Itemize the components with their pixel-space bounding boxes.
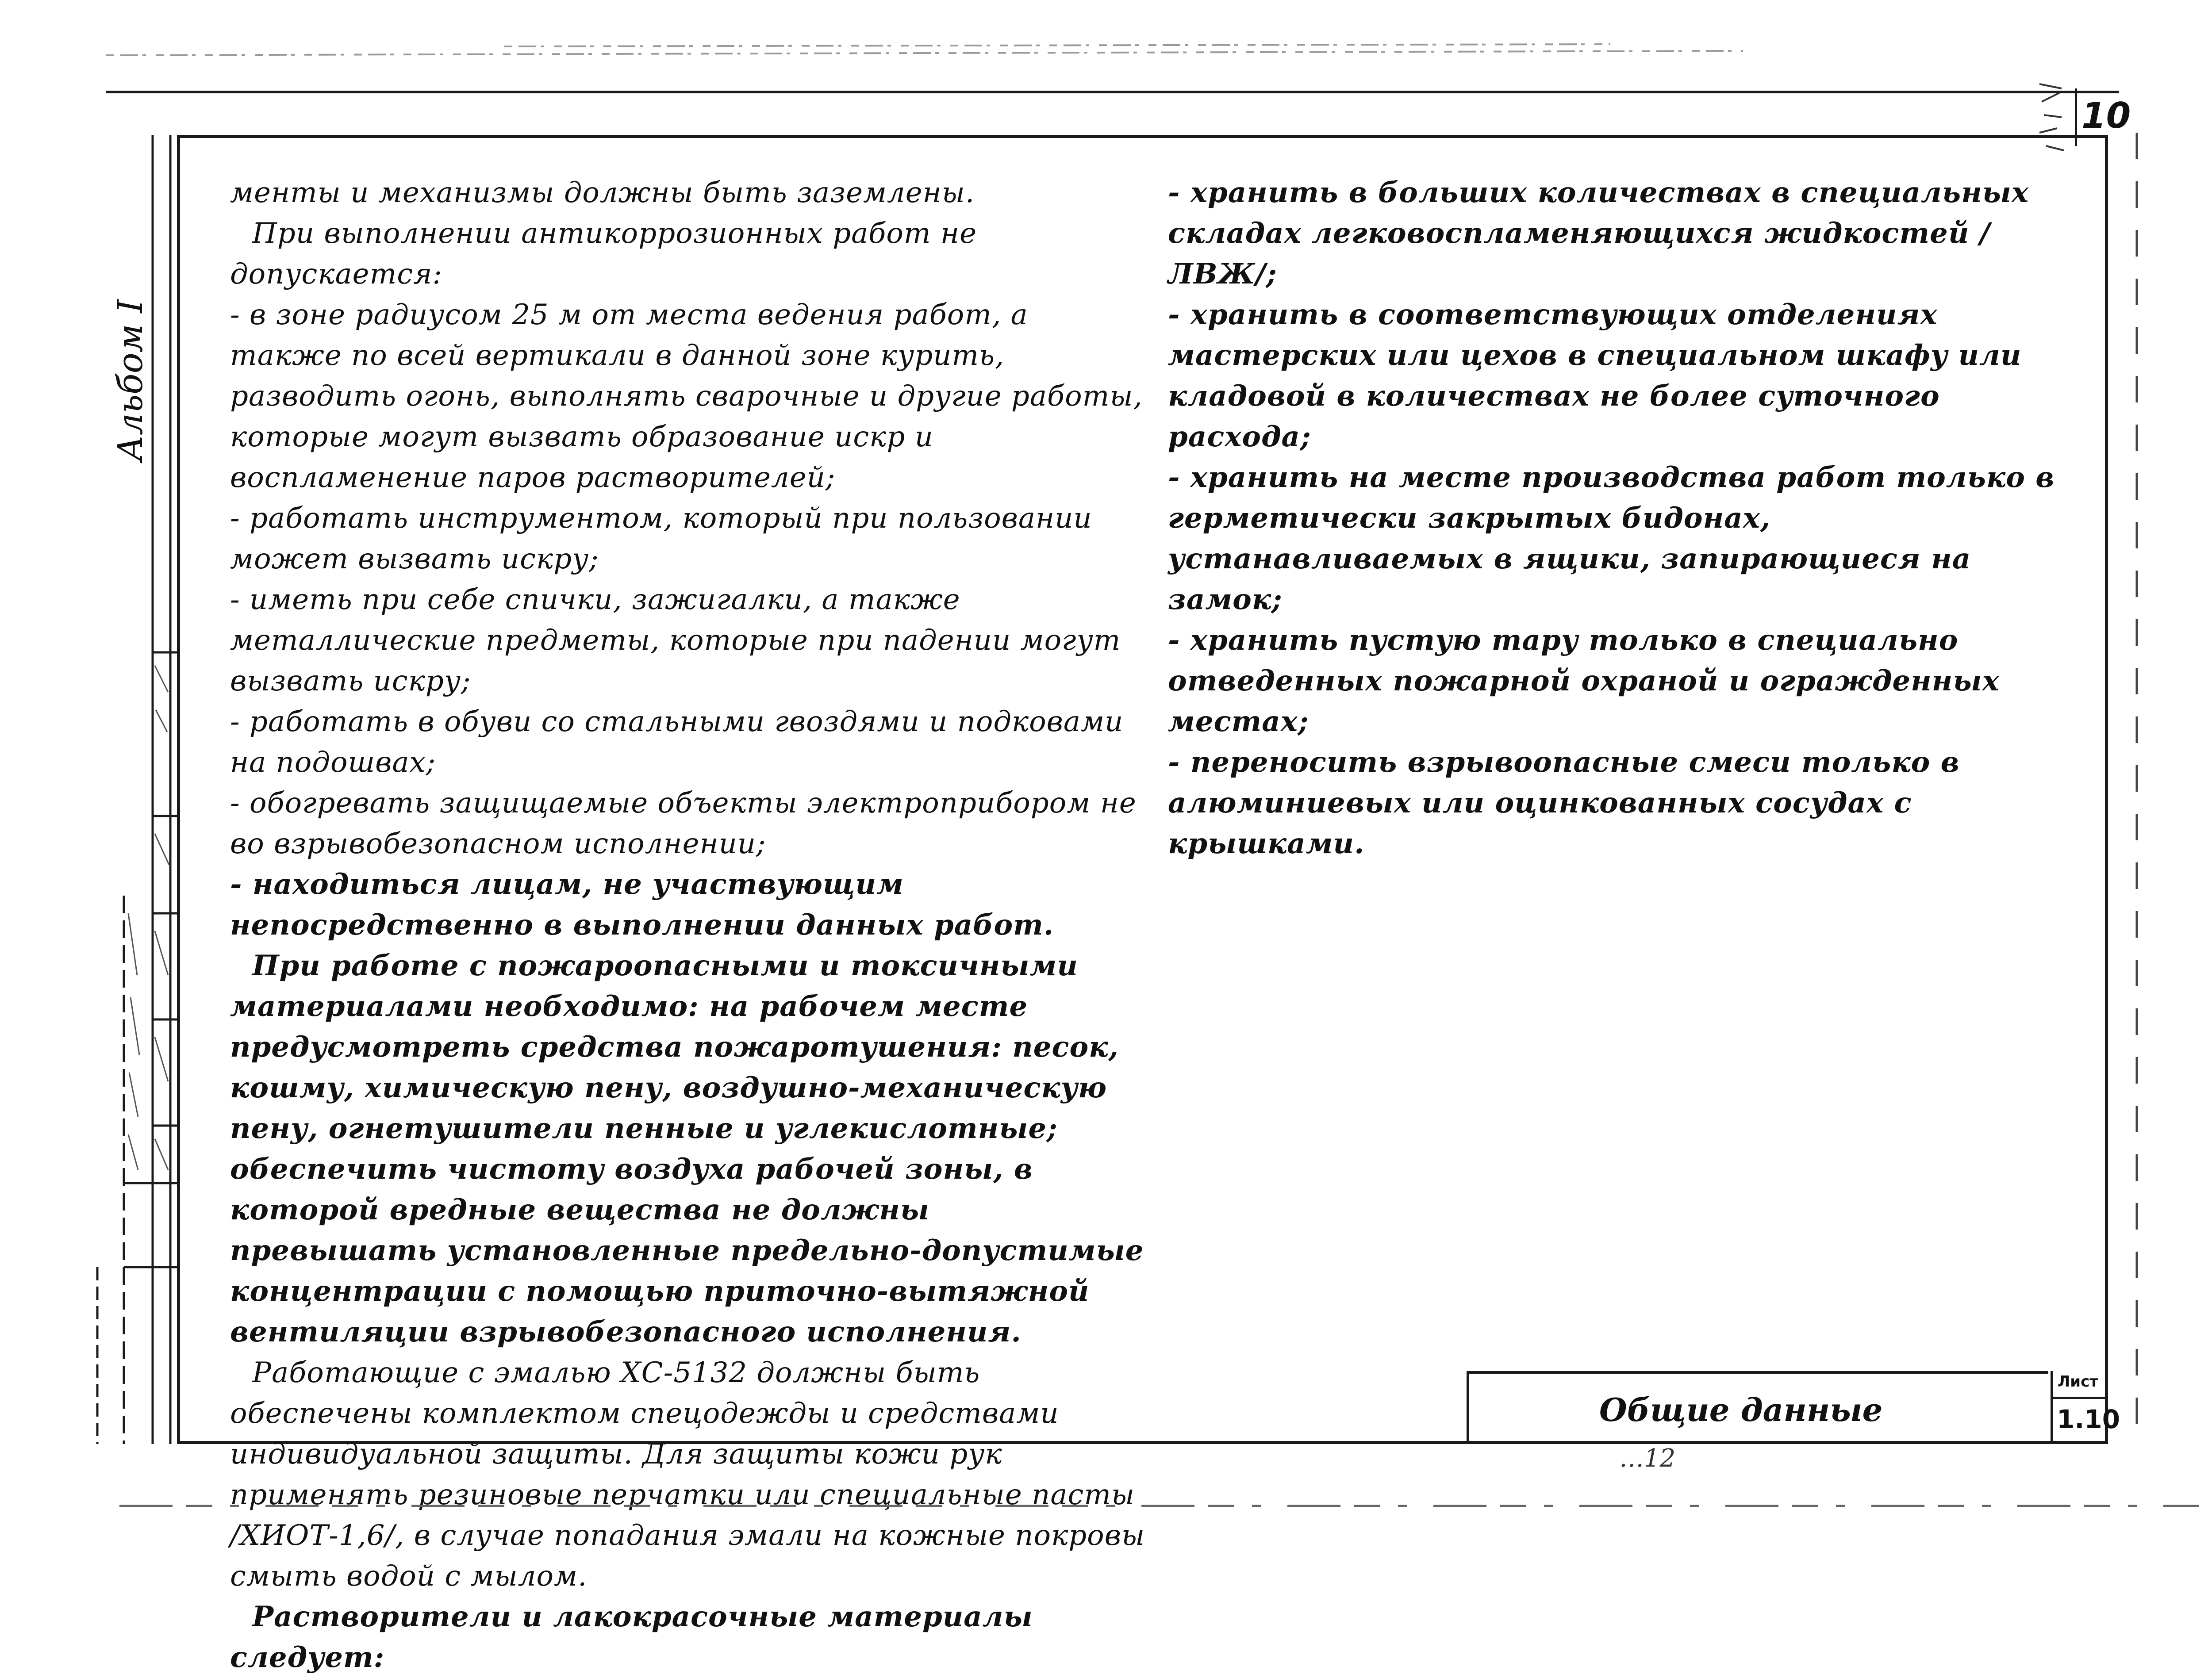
title-block-top-border (1467, 1371, 2048, 1374)
text-line: - работать инструментом, который при пользовании может вызвать искру; (230, 502, 1092, 575)
footer-code: …12 (1619, 1444, 1676, 1473)
text-line: - в зоне радиусом 25 м от места ведения работ, а также по всей вертикали в данной зоне курить, разводить огонь, выполнять сварочные и другие работы, которые могут вызвать образование искр и воспламенение паров растворителей; (230, 299, 1143, 494)
text-line: Растворители и лакокрасочные материалы следует: (230, 1600, 1033, 1674)
title-block (1467, 1371, 2120, 1444)
sheet-cell-divider (2053, 1397, 2108, 1399)
text-line: - хранить в соответствующих отделениях мастерских или цехов в специальном шкафу или кладовой в количествах не более суточного расхода; (1168, 298, 2022, 453)
text-line: При выполнении антикоррозионных работ не допускается: (230, 217, 977, 291)
text-line: - хранить пустую тару только в специально отведенных пожарной охраной и огражденных местах; (1168, 624, 2000, 738)
text-line: - переносить взрывоопасные смеси только в алюминиевых или оцинкованных сосудах с крышками. (1168, 746, 1960, 860)
scan-noise-bottom (119, 1502, 2199, 1510)
title-block-caption: Общие данные (1599, 1391, 1883, 1429)
title-block-left-border (1467, 1371, 1469, 1444)
right-edge-marks (2132, 133, 2141, 1442)
scan-noise-top (106, 42, 1743, 60)
sheet-label: Лист (2058, 1373, 2098, 1391)
left-text-column (230, 172, 1146, 1678)
page-number: 10 (2081, 95, 2131, 136)
right-text-column (1168, 172, 2088, 864)
album-label: Альбом I (111, 299, 151, 462)
text-line: При работе с пожароопасными и токсичными материалами необходимо: на рабочем месте предусмотреть средства пожаротушения: песок, кошму, химическую пену, воздушно-механическую пену, огнетушители пенные и углекислотные; обеспечить чистоту воздуха рабочей зоны, в которой вредные вещества не должны превышать установленные предельно-допустимые концентрации с помощью приточно-вытяжной вентиляции взрывобезопасного исполнения. (230, 949, 1144, 1349)
text-line: - хранить в больших количествах в специальных складах легковоспламеняющихся жидкостей /ЛВЖ/; (1168, 176, 2029, 291)
text-line: - находиться лицам, не участвующим непосредственно в выполнении данных работ. (230, 868, 1054, 942)
text-line: Работающие с эмалью ХС-5132 должны быть обеспечены комплектом спецодежды и средствами индивидуальной защиты. Для защиты кожи рук применять резиновые перчатки или специальные пасты /ХИОТ-1,6/, в случае попадания эмали на кожные покровы смыть водой с мылом. (230, 1356, 1145, 1593)
text-line: - обогревать защищаемые объекты электроприбором не во взрывобезопасном исполнении; (230, 787, 1137, 860)
text-line: - работать в обуви со стальными гвоздями и подковами на подошвах; (230, 705, 1124, 779)
text-line: - хранить на месте производства работ только в герметически закрытых бидонах, устанавливаемых в ящики, запирающиеся на замок; (1168, 461, 2055, 616)
text-line: - иметь при себе спички, зажигалки, а также металлические предметы, которые при падении могут вызвать искру; (230, 583, 1121, 697)
sheet-number: 1.10 (2057, 1404, 2120, 1434)
sheet-number-cell (2051, 1371, 2120, 1444)
top-rule (106, 91, 2119, 93)
text-line: менты и механизмы должны быть заземлены. (230, 176, 975, 209)
